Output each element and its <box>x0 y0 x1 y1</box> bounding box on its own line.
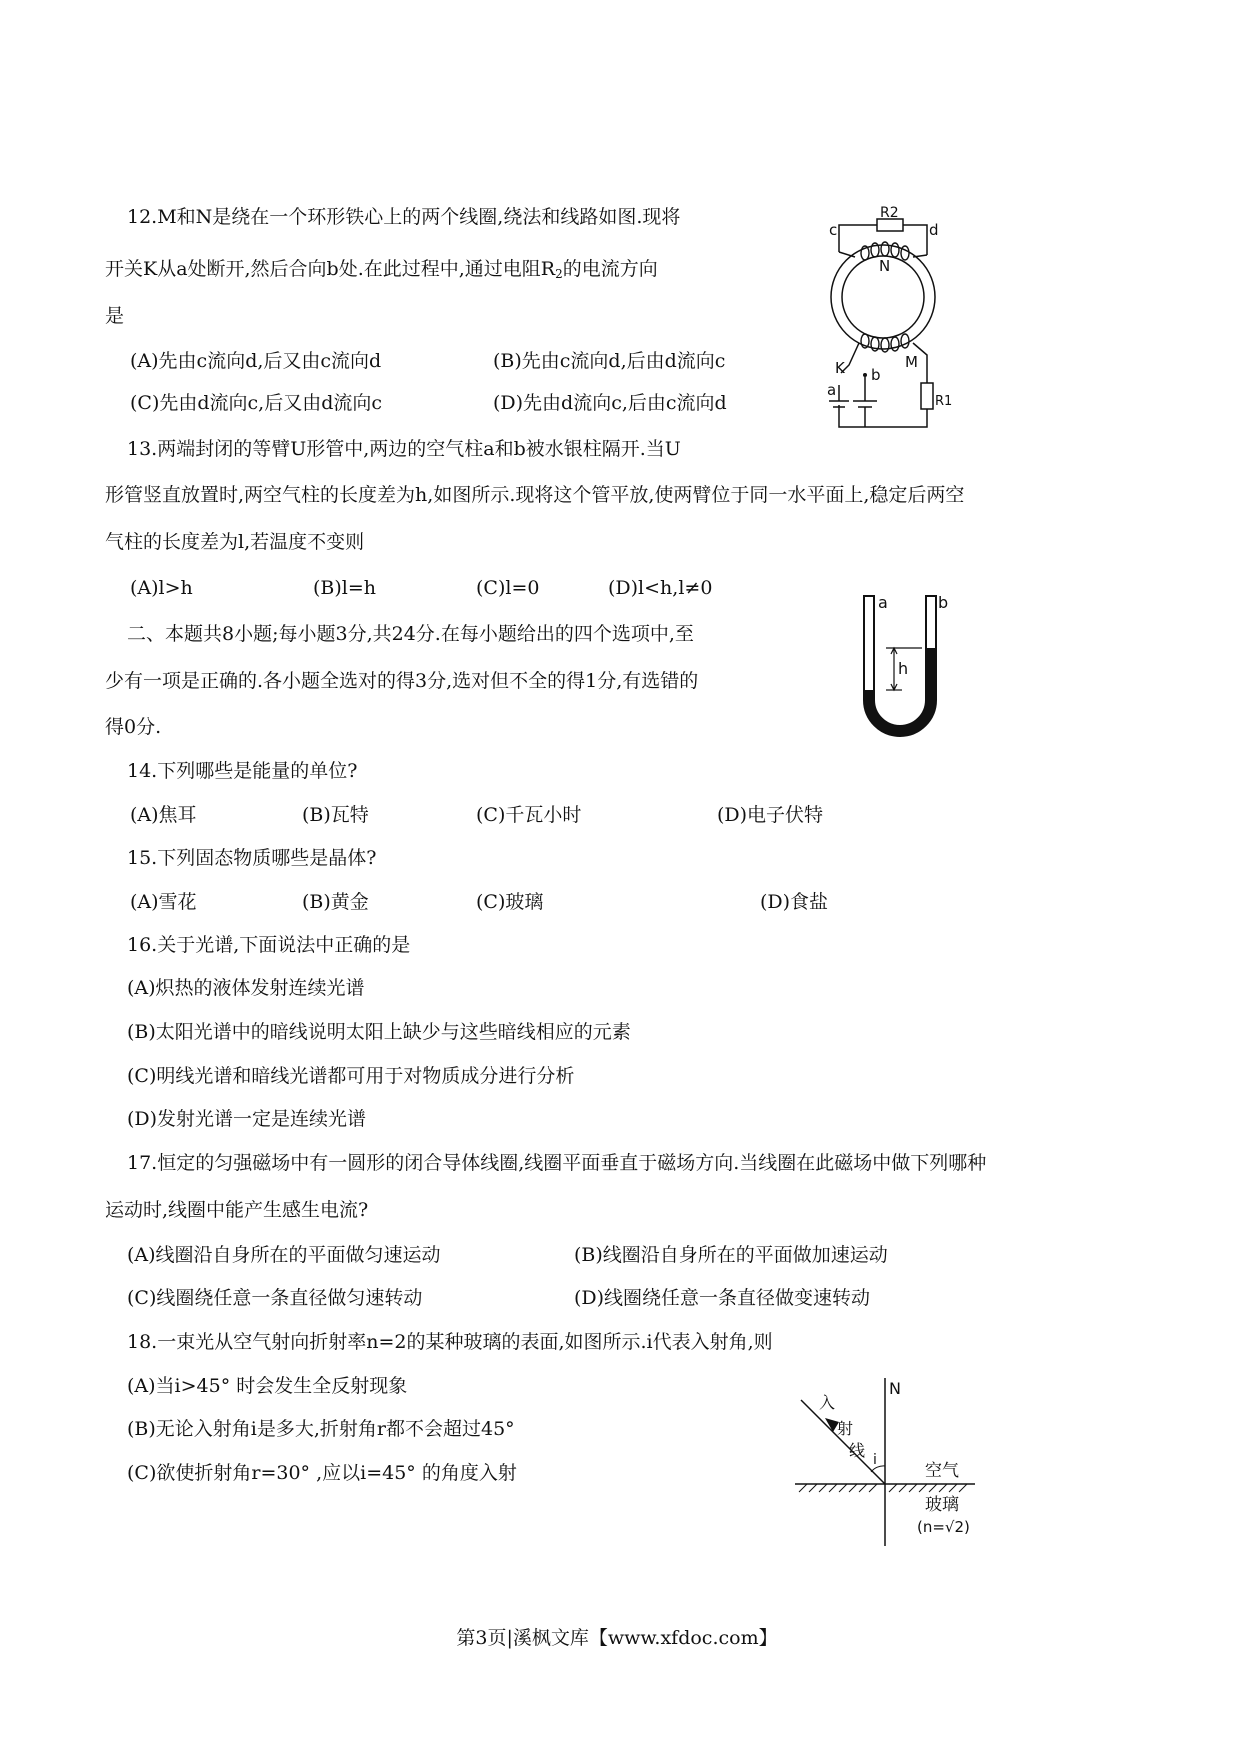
label-a: a <box>827 381 837 399</box>
q18-option-a: (A)当i>45° 时会发生全反射现象 <box>127 1375 408 1397</box>
q12-stem-line2-pre: 开关K从a处断开,然后合向b处.在此过程中,通过电阻R <box>105 258 556 280</box>
label-a: a <box>878 593 888 612</box>
q12-option-b: (B)先由c流向d,后由d流向c <box>493 350 726 372</box>
q17-option-a: (A)线圈沿自身所在的平面做匀速运动 <box>127 1244 441 1266</box>
q13-option-c: (C)l=0 <box>476 577 540 599</box>
q15-option-c: (C)玻璃 <box>476 891 544 913</box>
q12-option-d: (D)先由d流向c,后由c流向d <box>493 392 727 414</box>
q12-r2-subscript: 2 <box>555 267 563 281</box>
u-tube-figure <box>856 590 949 750</box>
incident-ray <box>801 1400 885 1484</box>
section2-line2: 少有一项是正确的.各小题全选对的得3分,选对但不全的得1分,有选错的 <box>105 670 699 692</box>
label-glass: 玻璃 <box>925 1495 959 1515</box>
q16-option-a: (A)炽热的液体发射连续光谱 <box>127 977 365 999</box>
label-r1: R1 <box>935 394 953 409</box>
label-refractive-index: (n=√2) <box>917 1518 970 1536</box>
q15-option-b: (B)黄金 <box>302 891 369 913</box>
q13-option-a: (A)l>h <box>130 577 193 599</box>
q14-option-d: (D)电子伏特 <box>717 804 824 826</box>
label-h: h <box>898 659 909 678</box>
q13-stem-line2: 形管竖直放置时,两空气柱的长度差为h,如图所示.现将这个管平放,使两臂位于同一水平面上,稳定后两空 <box>105 484 965 506</box>
q17-stem-line1: 17.恒定的匀强磁场中有一圆形的闭合导体线圈,线圈平面垂直于磁场方向.当线圈在此磁场中做下列哪种 <box>127 1152 987 1174</box>
q14-option-b: (B)瓦特 <box>302 804 369 826</box>
q18-option-c: (C)欲使折射角r=30° ,应以i=45° 的角度入射 <box>127 1462 517 1484</box>
q13-stem-line3: 气柱的长度差为l,若温度不变则 <box>105 531 365 553</box>
refraction-figure <box>785 1376 985 1551</box>
label-c: c <box>829 221 838 239</box>
q12-stem-line1: 12.M和N是绕在一个环形铁心上的两个线圈,绕法和线路如图.现将 <box>127 206 681 228</box>
q15-stem: 15.下列固态物质哪些是晶体? <box>127 847 377 869</box>
q12-stem-line2-post: 的电流方向 <box>562 258 658 280</box>
label-ray-1: 入 <box>819 1393 836 1412</box>
q16-option-d: (D)发射光谱一定是连续光谱 <box>127 1108 367 1130</box>
label-ray-2: 射 <box>837 1419 854 1438</box>
q12-option-a: (A)先由c流向d,后又由c流向d <box>130 350 382 372</box>
circuit-figure <box>825 205 953 435</box>
q16-stem: 16.关于光谱,下面说法中正确的是 <box>127 934 411 956</box>
battery-b-icon <box>853 401 877 407</box>
label-ray-3: 线 <box>849 1441 866 1460</box>
label-k: K <box>835 359 845 377</box>
resistor-r1-icon <box>921 383 933 409</box>
glass-hatching <box>799 1484 967 1492</box>
label-r2: R2 <box>880 205 899 221</box>
page-footer: 第3页|溪枫文库【www.xfdoc.com】 <box>456 1627 778 1649</box>
q12-stem-line2 <box>105 256 658 287</box>
q12-stem-line3: 是 <box>105 305 125 327</box>
label-b: b <box>871 366 881 384</box>
q14-option-c: (C)千瓦小时 <box>476 804 582 826</box>
q17-option-b: (B)线圈沿自身所在的平面做加速运动 <box>574 1244 888 1266</box>
label-m: M <box>905 353 918 371</box>
q18-stem: 18.一束光从空气射向折射率n=2的某种玻璃的表面,如图所示.i代表入射角,则 <box>127 1331 773 1353</box>
q16-option-c: (C)明线光谱和暗线光谱都可用于对物质成分进行分析 <box>127 1065 575 1087</box>
section2-line3: 得0分. <box>105 716 162 738</box>
section2-line1: 二、本题共8小题;每小题3分,共24分.在每小题给出的四个选项中,至 <box>127 623 694 645</box>
label-air: 空气 <box>925 1461 959 1481</box>
q15-option-d: (D)食盐 <box>760 891 829 913</box>
q12-option-c: (C)先由d流向c,后又由d流向c <box>130 392 383 414</box>
q18-option-b: (B)无论入射角i是多大,折射角r都不会超过45° <box>127 1418 515 1440</box>
q13-option-b: (B)l=h <box>313 577 377 599</box>
label-n: N <box>889 1379 901 1398</box>
q13-option-d: (D)l<h,l≠0 <box>608 577 713 599</box>
label-d: d <box>929 221 939 239</box>
q15-option-a: (A)雪花 <box>130 891 197 913</box>
q16-option-b: (B)太阳光谱中的暗线说明太阳上缺少与这些暗线相应的元素 <box>127 1021 631 1043</box>
q14-stem: 14.下列哪些是能量的单位? <box>127 760 358 782</box>
label-b: b <box>938 593 949 612</box>
q17-option-c: (C)线圈绕任意一条直径做匀速转动 <box>127 1287 423 1309</box>
label-n: N <box>879 257 891 275</box>
q17-option-d: (D)线圈绕任意一条直径做变速转动 <box>574 1287 871 1309</box>
q14-option-a: (A)焦耳 <box>130 804 197 826</box>
q17-stem-line2: 运动时,线圈中能产生感生电流? <box>105 1199 369 1221</box>
label-i: i <box>873 1452 877 1468</box>
q13-stem-line1: 13.两端封闭的等臂U形管中,两边的空气柱a和b被水银柱隔开.当U <box>127 438 681 460</box>
